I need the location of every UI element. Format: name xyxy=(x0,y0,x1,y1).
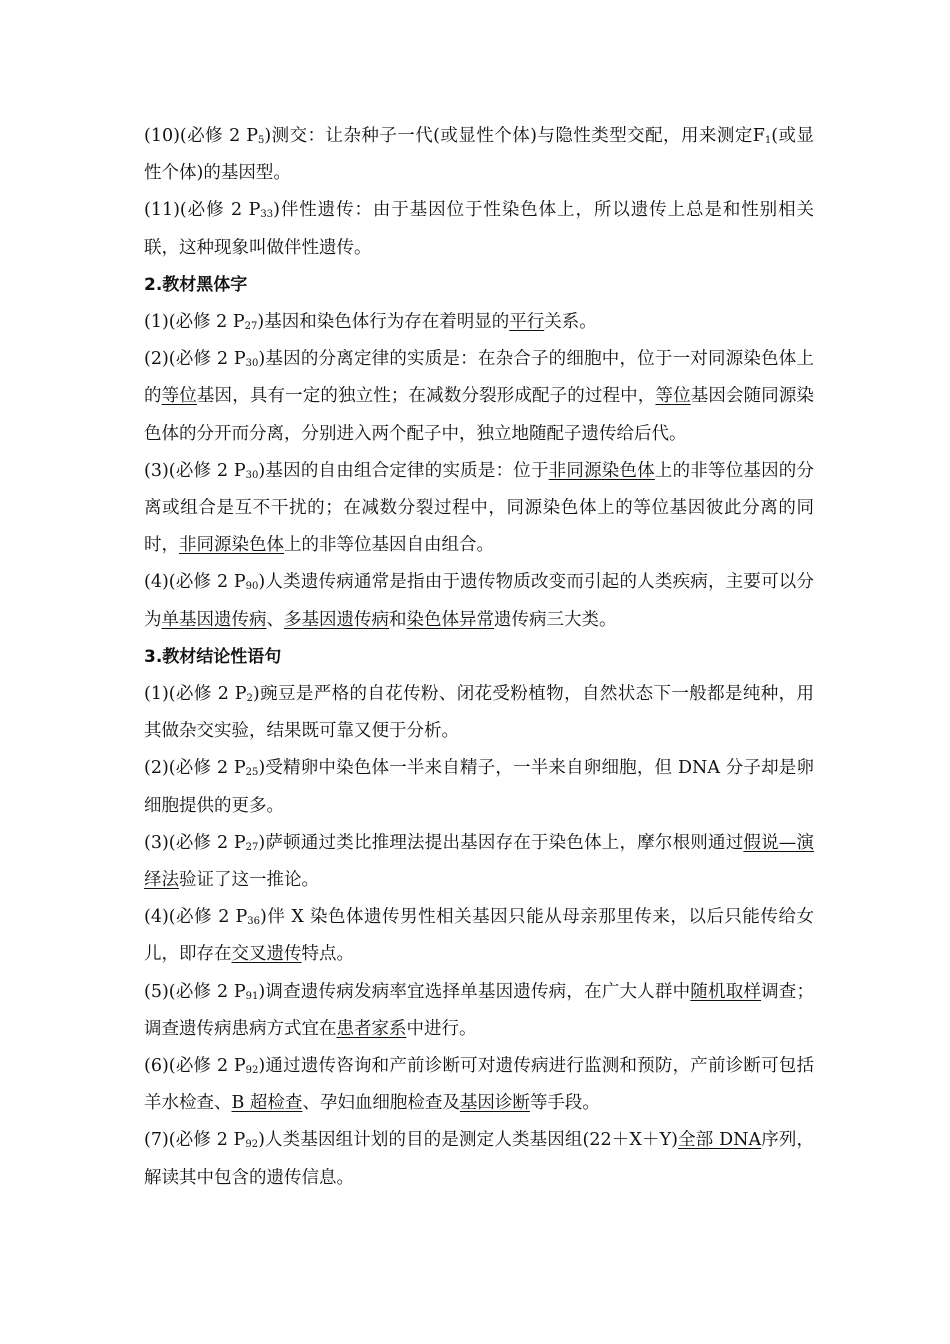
text-run: )萨顿通过类比推理法提出基因存在于染色体上，摩尔根则通过 xyxy=(258,832,744,853)
text-run: 序列，解读其中包含的遗传信息。 xyxy=(144,1130,815,1188)
paragraph xyxy=(144,1122,814,1196)
text-run: (2)(必修 2 P xyxy=(144,758,246,779)
subscript-text: 1 xyxy=(764,135,772,146)
paragraph xyxy=(144,453,814,565)
subscript-text: 91 xyxy=(245,990,259,1002)
paragraph xyxy=(144,974,814,1048)
underlined-key-term: 单基因遗传病 xyxy=(161,609,267,630)
underlined-key-term: 患者家系 xyxy=(336,1018,407,1039)
text-run: 3.教材结论性语句 xyxy=(144,646,282,667)
text-run: 、孕妇血细胞检查及 xyxy=(302,1093,460,1114)
underlined-key-term: 全部 DNA xyxy=(678,1130,762,1151)
text-run: (4)(必修 2 P xyxy=(144,907,248,928)
section-heading xyxy=(144,267,814,304)
underlined-key-term: 基因诊断 xyxy=(459,1093,530,1114)
text-run: 等手段。 xyxy=(529,1093,600,1114)
text-run: (11)(必修 2 P xyxy=(144,200,261,221)
document-body xyxy=(144,118,814,1197)
underlined-key-term: 假说—演绎法 xyxy=(144,832,815,891)
text-run: (3)(必修 2 P xyxy=(144,460,246,481)
text-run: 验证了这一推论。 xyxy=(179,870,319,891)
text-run: 遗传病三大类。 xyxy=(494,609,617,630)
subscript-text: 30 xyxy=(245,469,259,481)
paragraph xyxy=(144,192,814,266)
text-run: (10)(必修 2 P xyxy=(144,126,259,146)
subscript-text: 2 xyxy=(246,693,253,705)
text-run: 上的非等位基因的分离或组合是互不干扰的；在减数分裂过程中，同源染色体上的等位基因彼此分离的同时， xyxy=(144,460,815,556)
text-run: (或显性个体)的基因型。 xyxy=(144,126,814,184)
text-run: )通过遗传咨询和产前诊断可对遗传病进行监测和预防，产前诊断可包括羊水检查、 xyxy=(144,1056,815,1114)
underlined-key-term: 非同源染色体 xyxy=(179,535,284,556)
text-run: )调查遗传病发病率宜选择单基因遗传病，在广大人群中 xyxy=(258,981,691,1002)
text-run: )基因的自由组合定律的实质是：位于 xyxy=(258,460,549,481)
text-run: 基因会随同源染色体的分开而分离，分别进入两个配子中，独立地随配子遗传给后代。 xyxy=(144,386,815,444)
subscript-text: 30 xyxy=(245,358,259,370)
text-run: 2.教材黑体字 xyxy=(144,274,248,295)
paragraph xyxy=(144,304,814,341)
text-run: (1)(必修 2 P xyxy=(144,312,245,333)
subscript-text: 27 xyxy=(244,321,258,333)
subscript-text: 27 xyxy=(245,841,259,853)
underlined-key-term: 随机取样 xyxy=(690,981,762,1002)
section-heading xyxy=(144,639,814,676)
paragraph xyxy=(144,750,814,824)
paragraph xyxy=(144,899,814,973)
subscript-text: 90 xyxy=(245,581,259,593)
text-run: )人类遗传病通常是指由于遗传物质改变而引起的人类疾病，主要可以分为 xyxy=(144,572,815,630)
underlined-key-term: 等位 xyxy=(655,386,691,407)
text-run: 基因，具有一定的独立性；在减数分裂形成配子的过程中， xyxy=(196,386,656,407)
paragraph xyxy=(144,341,814,453)
text-run: 和 xyxy=(389,609,407,630)
text-run: (6)(必修 2 P xyxy=(144,1056,246,1077)
subscript-text: 92 xyxy=(245,1139,259,1151)
text-run: )受精卵中染色体一半来自精子，一半来自卵细胞，但 DNA 分子却是卵细胞提供的更多。 xyxy=(144,758,814,816)
subscript-text: 36 xyxy=(247,916,260,928)
text-run: 调查；调查遗传病患病方式宜在 xyxy=(144,981,815,1039)
text-run: 关系。 xyxy=(544,312,597,333)
text-run: (5)(必修 2 P xyxy=(144,981,246,1002)
text-run: )测交：让杂种子一代(或显性个体)与隐性类型交配，用来测定F xyxy=(264,126,765,146)
underlined-key-term: 平行 xyxy=(509,312,545,333)
underlined-key-term: 染色体异常 xyxy=(406,609,494,630)
paragraph xyxy=(144,676,814,750)
text-run: 上的非等位基因自由组合。 xyxy=(284,535,494,556)
paragraph xyxy=(144,1048,814,1122)
underlined-key-term: 等位 xyxy=(161,386,197,407)
subscript-text: 33 xyxy=(260,209,274,221)
text-run: (1)(必修 2 P xyxy=(144,684,247,705)
text-run: )伴性遗传：由于基因位于性染色体上，所以遗传上总是和性别相关联，这种现象叫做伴性遗传。 xyxy=(144,200,814,258)
text-run: (2)(必修 2 P xyxy=(144,349,246,370)
text-run: )人类基因组计划的目的是测定人类基因组(22＋X＋Y) xyxy=(258,1130,678,1151)
paragraph xyxy=(144,564,814,638)
text-run: )豌豆是严格的自花传粉、闭花受粉植物，自然状态下一般都是纯种，用其做杂交实验，结果既可靠又便于分析。 xyxy=(144,684,814,742)
text-run: )基因的分离定律的实质是：在杂合子的细胞中，位于一对同源染色体上的 xyxy=(144,349,815,407)
subscript-text: 25 xyxy=(245,767,259,779)
text-run: 、 xyxy=(266,609,284,630)
text-run: (7)(必修 2 P xyxy=(144,1130,246,1151)
underlined-key-term: B 超检查 xyxy=(231,1093,303,1114)
text-run: 中进行。 xyxy=(406,1018,477,1039)
text-run: )伴 X 染色体遗传男性相关基因只能从母亲那里传来，以后只能传给女儿，即存在 xyxy=(144,907,814,965)
underlined-key-term: 非同源染色体 xyxy=(548,460,655,481)
text-run: (4)(必修 2 P xyxy=(144,572,246,593)
subscript-text: 92 xyxy=(245,1065,259,1077)
text-run: )基因和染色体行为存在着明显的 xyxy=(257,312,510,333)
underlined-key-term: 交叉遗传 xyxy=(231,944,302,965)
paragraph xyxy=(144,118,814,192)
underlined-key-term: 多基因遗传病 xyxy=(284,609,389,630)
subscript-text: 5 xyxy=(258,135,265,146)
paragraph xyxy=(144,825,814,899)
text-run: 特点。 xyxy=(301,944,354,965)
text-run: (3)(必修 2 P xyxy=(144,832,246,853)
